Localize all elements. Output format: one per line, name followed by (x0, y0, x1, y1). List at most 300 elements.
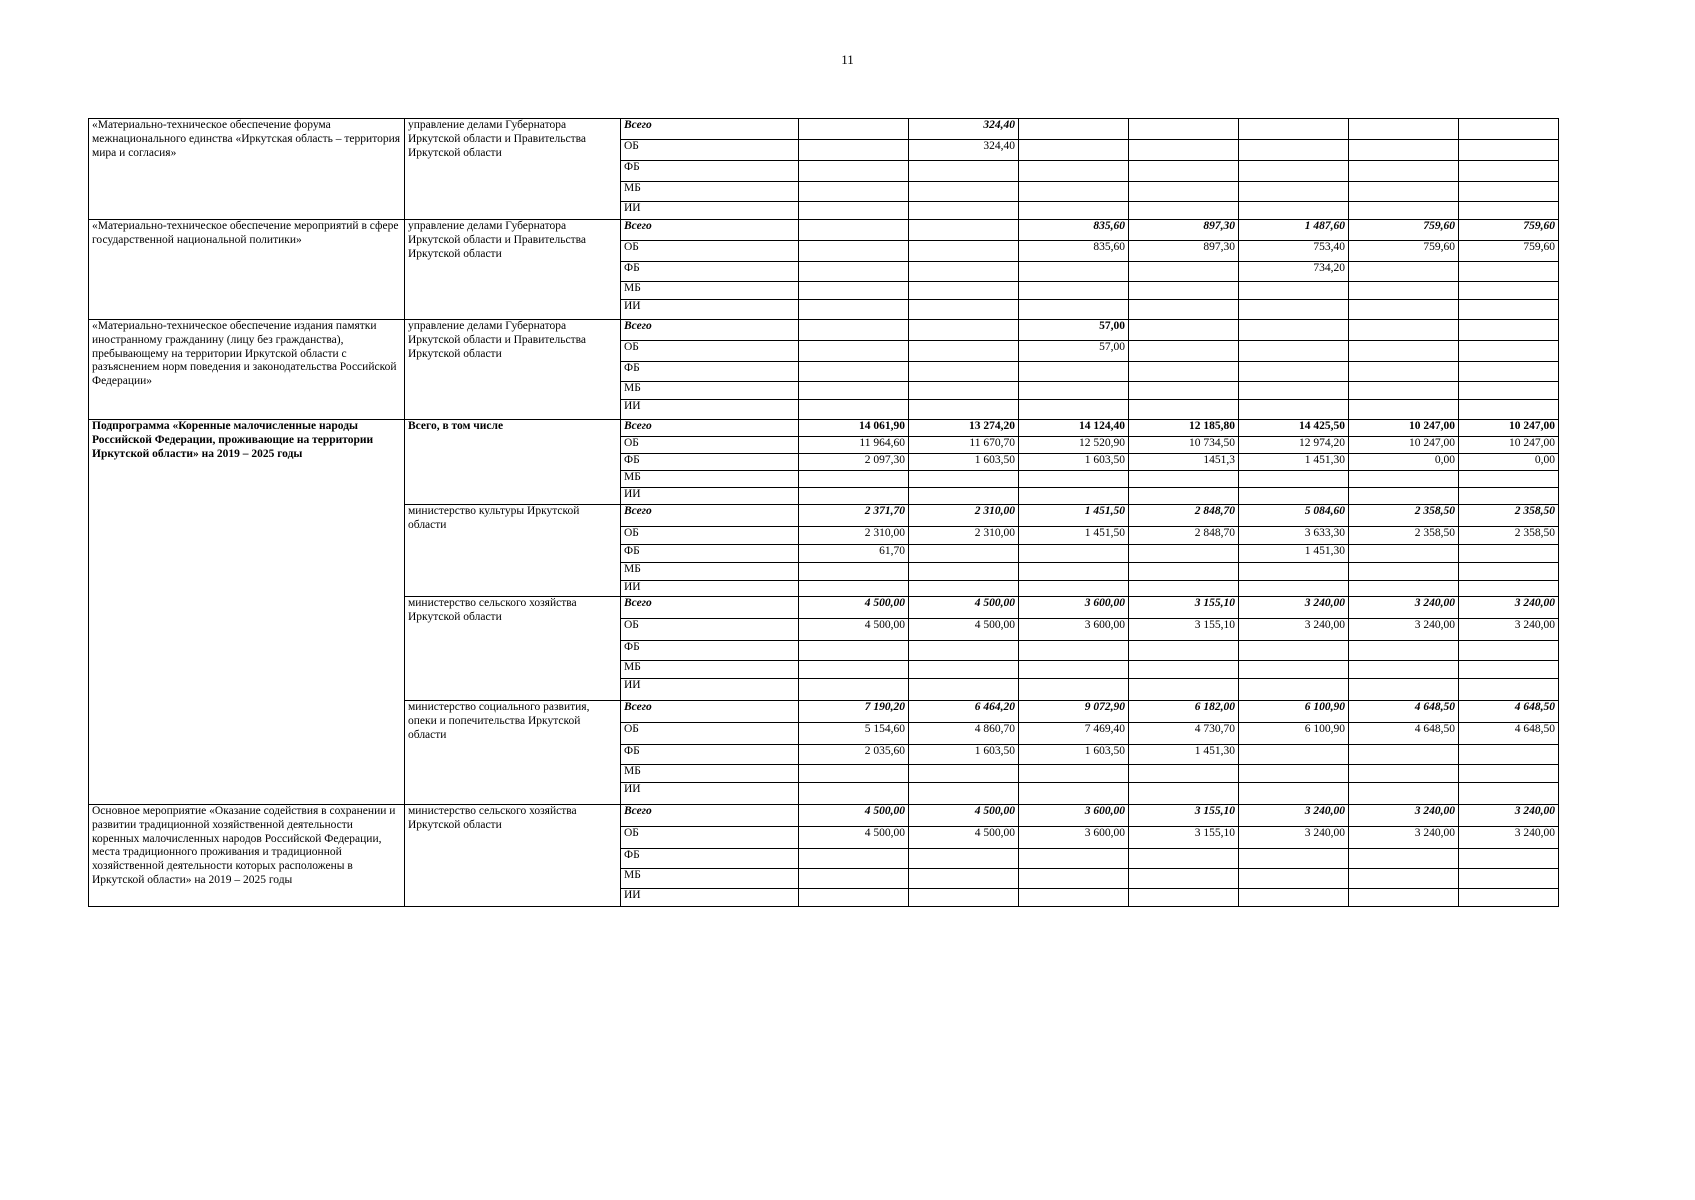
amount-cell (1129, 849, 1239, 869)
amount-cell (909, 400, 1019, 420)
amount-cell (1239, 119, 1349, 140)
amount-cell: 3 155,10 (1129, 619, 1239, 641)
amount-cell: 3 240,00 (1239, 805, 1349, 827)
amount-cell: 2 310,00 (909, 527, 1019, 545)
amount-cell (1129, 382, 1239, 400)
amount-cell (909, 471, 1019, 488)
funding-source-cell: ОБ (621, 723, 799, 745)
event-name-cell: Основное мероприятие «Оказание содействия в сохранении и развитии традиционной хозяйственной деятельности коренных малочисленных народов Российской Федерации, места традиционного проживания и традиционной хозяйственной деятельности которых расположены в Иркутской области» на 2019 – 2025 годы (89, 805, 405, 907)
amount-cell (909, 241, 1019, 262)
funding-source-cell: ОБ (621, 619, 799, 641)
amount-cell: 1 603,50 (1019, 745, 1129, 765)
amount-cell: 3 240,00 (1239, 827, 1349, 849)
amount-cell (799, 783, 909, 805)
funding-source-cell: ФБ (621, 262, 799, 282)
amount-cell (909, 220, 1019, 241)
amount-cell (1129, 641, 1239, 661)
amount-cell: 2 358,50 (1349, 505, 1459, 527)
amount-cell: 1 451,30 (1129, 745, 1239, 765)
amount-cell (799, 161, 909, 182)
amount-cell (1019, 641, 1129, 661)
amount-cell: 4 500,00 (799, 597, 909, 619)
amount-cell (1239, 581, 1349, 597)
amount-cell (1239, 300, 1349, 320)
amount-cell (1239, 320, 1349, 341)
amount-cell: 10 247,00 (1459, 420, 1559, 437)
responsible-executor-cell: министерство культуры Иркутской области (405, 505, 621, 597)
funding-source-cell: ОБ (621, 437, 799, 454)
amount-cell (1349, 869, 1459, 889)
amount-cell (799, 262, 909, 282)
amount-cell (1349, 119, 1459, 140)
amount-cell (1239, 869, 1349, 889)
amount-cell (1239, 488, 1349, 505)
amount-cell: 6 464,20 (909, 701, 1019, 723)
amount-cell (1349, 182, 1459, 202)
funding-source-cell: ИИ (621, 581, 799, 597)
amount-cell: 3 240,00 (1349, 805, 1459, 827)
funding-source-cell: ИИ (621, 300, 799, 320)
amount-cell: 4 860,70 (909, 723, 1019, 745)
funding-source-cell: Всего (621, 505, 799, 527)
amount-cell (1129, 783, 1239, 805)
amount-cell (799, 563, 909, 581)
amount-cell (1349, 382, 1459, 400)
responsible-executor-cell: Всего, в том числе (405, 420, 621, 505)
amount-cell (1349, 362, 1459, 382)
amount-cell: 2 371,70 (799, 505, 909, 527)
amount-cell (799, 849, 909, 869)
amount-cell (1019, 849, 1129, 869)
amount-cell (1349, 140, 1459, 161)
amount-cell (1129, 661, 1239, 679)
amount-cell: 2 035,60 (799, 745, 909, 765)
funding-source-cell: Всего (621, 220, 799, 241)
amount-cell (1019, 869, 1129, 889)
funding-source-cell: Всего (621, 420, 799, 437)
amount-cell (799, 202, 909, 220)
amount-cell (909, 161, 1019, 182)
amount-cell (1349, 783, 1459, 805)
amount-cell (1019, 161, 1129, 182)
amount-cell: 3 155,10 (1129, 597, 1239, 619)
funding-source-cell: Всего (621, 320, 799, 341)
amount-cell: 2 097,30 (799, 454, 909, 471)
amount-cell: 3 600,00 (1019, 827, 1129, 849)
event-name-cell: «Материально-техническое обеспечение форума межнационального единства «Иркутская область – территория мира и согласия» (89, 119, 405, 220)
amount-cell (1459, 161, 1559, 182)
amount-cell (799, 320, 909, 341)
amount-cell (1019, 282, 1129, 300)
amount-cell: 2 358,50 (1349, 527, 1459, 545)
amount-cell (1019, 765, 1129, 783)
amount-cell (909, 182, 1019, 202)
amount-cell: 753,40 (1239, 241, 1349, 262)
amount-cell (1349, 488, 1459, 505)
amount-cell: 759,60 (1459, 241, 1559, 262)
responsible-executor-cell: министерство сельского хозяйства Иркутской области (405, 805, 621, 907)
event-name-cell: «Материально-техническое обеспечение мероприятий в сфере государственной национальной политики» (89, 220, 405, 320)
amount-cell (1459, 341, 1559, 362)
amount-cell (1129, 765, 1239, 783)
amount-cell: 7 469,40 (1019, 723, 1129, 745)
amount-cell: 1 451,50 (1019, 527, 1129, 545)
funding-source-cell: ИИ (621, 202, 799, 220)
amount-cell: 759,60 (1459, 220, 1559, 241)
amount-cell (909, 679, 1019, 701)
amount-cell (1459, 362, 1559, 382)
amount-cell (1459, 262, 1559, 282)
amount-cell (1129, 140, 1239, 161)
amount-cell (1349, 641, 1459, 661)
amount-cell: 4 500,00 (909, 805, 1019, 827)
amount-cell (1019, 300, 1129, 320)
amount-cell (799, 471, 909, 488)
amount-cell: 9 072,90 (1019, 701, 1129, 723)
amount-cell: 3 240,00 (1349, 619, 1459, 641)
responsible-executor-cell: управление делами Губернатора Иркутской области и Правительства Иркутской области (405, 119, 621, 220)
amount-cell (909, 282, 1019, 300)
amount-cell (1019, 889, 1129, 907)
amount-cell (1129, 362, 1239, 382)
funding-source-cell: ИИ (621, 679, 799, 701)
amount-cell (1129, 400, 1239, 420)
amount-cell (1019, 783, 1129, 805)
amount-cell (1019, 182, 1129, 202)
amount-cell: 12 974,20 (1239, 437, 1349, 454)
amount-cell: 10 247,00 (1459, 437, 1559, 454)
amount-cell: 1 603,50 (909, 745, 1019, 765)
amount-cell (1019, 400, 1129, 420)
amount-cell: 3 240,00 (1239, 597, 1349, 619)
amount-cell (1129, 202, 1239, 220)
amount-cell (1239, 362, 1349, 382)
table-row (89, 119, 1559, 140)
amount-cell: 14 124,40 (1019, 420, 1129, 437)
funding-source-cell: ОБ (621, 341, 799, 362)
amount-cell (1019, 679, 1129, 701)
amount-cell (1239, 382, 1349, 400)
amount-cell: 759,60 (1349, 241, 1459, 262)
amount-cell (1459, 182, 1559, 202)
amount-cell (1349, 400, 1459, 420)
funding-source-cell: МБ (621, 182, 799, 202)
amount-cell (799, 400, 909, 420)
amount-cell: 2 848,70 (1129, 527, 1239, 545)
amount-cell (1239, 182, 1349, 202)
amount-cell (1349, 765, 1459, 783)
amount-cell (1239, 282, 1349, 300)
amount-cell (1459, 661, 1559, 679)
funding-source-cell: Всего (621, 597, 799, 619)
amount-cell: 4 648,50 (1349, 701, 1459, 723)
budget-table (88, 118, 1559, 907)
amount-cell (1349, 849, 1459, 869)
amount-cell: 4 500,00 (799, 805, 909, 827)
amount-cell (909, 869, 1019, 889)
amount-cell (1239, 849, 1349, 869)
amount-cell: 3 600,00 (1019, 597, 1129, 619)
amount-cell: 14 061,90 (799, 420, 909, 437)
amount-cell (1129, 320, 1239, 341)
responsible-executor-cell: управление делами Губернатора Иркутской области и Правительства Иркутской области (405, 320, 621, 420)
amount-cell (1459, 545, 1559, 563)
amount-cell (1019, 202, 1129, 220)
amount-cell: 1 451,30 (1239, 545, 1349, 563)
amount-cell: 4 648,50 (1459, 723, 1559, 745)
amount-cell (799, 282, 909, 300)
amount-cell (909, 382, 1019, 400)
amount-cell: 4 500,00 (799, 619, 909, 641)
amount-cell (909, 545, 1019, 563)
amount-cell (1349, 320, 1459, 341)
amount-cell: 1 451,50 (1019, 505, 1129, 527)
amount-cell (1459, 320, 1559, 341)
amount-cell: 835,60 (1019, 220, 1129, 241)
amount-cell (1459, 745, 1559, 765)
amount-cell: 4 648,50 (1459, 701, 1559, 723)
amount-cell (1019, 545, 1129, 563)
amount-cell (1239, 471, 1349, 488)
amount-cell (1349, 471, 1459, 488)
amount-cell (1459, 140, 1559, 161)
amount-cell: 0,00 (1459, 454, 1559, 471)
amount-cell (909, 320, 1019, 341)
amount-cell (909, 783, 1019, 805)
funding-source-cell: МБ (621, 382, 799, 400)
amount-cell (799, 182, 909, 202)
amount-cell (1129, 488, 1239, 505)
amount-cell (909, 488, 1019, 505)
amount-cell: 61,70 (799, 545, 909, 563)
amount-cell (1129, 471, 1239, 488)
amount-cell: 10 247,00 (1349, 437, 1459, 454)
funding-source-cell: МБ (621, 282, 799, 300)
amount-cell (799, 300, 909, 320)
amount-cell (1349, 202, 1459, 220)
amount-cell (1349, 581, 1459, 597)
amount-cell: 13 274,20 (909, 420, 1019, 437)
table-row (89, 805, 1559, 827)
amount-cell: 3 240,00 (1459, 827, 1559, 849)
amount-cell (909, 641, 1019, 661)
table-row (89, 420, 1559, 437)
amount-cell: 3 600,00 (1019, 805, 1129, 827)
amount-cell (909, 581, 1019, 597)
amount-cell (1349, 745, 1459, 765)
amount-cell (1019, 362, 1129, 382)
amount-cell (1129, 563, 1239, 581)
amount-cell: 6 100,90 (1239, 701, 1349, 723)
amount-cell (799, 119, 909, 140)
amount-cell (1459, 471, 1559, 488)
amount-cell (1129, 341, 1239, 362)
amount-cell: 2 310,00 (799, 527, 909, 545)
amount-cell (799, 765, 909, 783)
funding-source-cell: ФБ (621, 745, 799, 765)
amount-cell (1459, 382, 1559, 400)
funding-source-cell: ОБ (621, 527, 799, 545)
amount-cell (909, 202, 1019, 220)
amount-cell (1239, 400, 1349, 420)
budget-table-body (89, 119, 1559, 907)
amount-cell (799, 661, 909, 679)
amount-cell: 2 310,00 (909, 505, 1019, 527)
page-number: 11 (841, 52, 854, 67)
amount-cell: 835,60 (1019, 241, 1129, 262)
amount-cell (799, 488, 909, 505)
amount-cell (1019, 488, 1129, 505)
amount-cell: 10 734,50 (1129, 437, 1239, 454)
funding-source-cell: МБ (621, 563, 799, 581)
amount-cell: 3 600,00 (1019, 619, 1129, 641)
amount-cell: 3 240,00 (1239, 619, 1349, 641)
amount-cell: 4 500,00 (799, 827, 909, 849)
funding-source-cell: ФБ (621, 641, 799, 661)
funding-source-cell: Всего (621, 119, 799, 140)
amount-cell (1349, 661, 1459, 679)
amount-cell (1349, 262, 1459, 282)
amount-cell (1019, 119, 1129, 140)
amount-cell (799, 220, 909, 241)
amount-cell (909, 765, 1019, 783)
amount-cell: 1451,3 (1129, 454, 1239, 471)
amount-cell: 1 603,50 (909, 454, 1019, 471)
amount-cell (1129, 161, 1239, 182)
amount-cell: 11 670,70 (909, 437, 1019, 454)
amount-cell: 7 190,20 (799, 701, 909, 723)
amount-cell (1019, 262, 1129, 282)
amount-cell (1019, 563, 1129, 581)
amount-cell (1239, 140, 1349, 161)
amount-cell: 4 500,00 (909, 619, 1019, 641)
amount-cell (799, 362, 909, 382)
amount-cell (799, 679, 909, 701)
amount-cell: 1 603,50 (1019, 454, 1129, 471)
amount-cell: 1 487,60 (1239, 220, 1349, 241)
amount-cell: 0,00 (1349, 454, 1459, 471)
amount-cell (1239, 563, 1349, 581)
amount-cell (1239, 679, 1349, 701)
amount-cell: 3 155,10 (1129, 805, 1239, 827)
amount-cell (1129, 300, 1239, 320)
amount-cell (1239, 641, 1349, 661)
amount-cell (799, 140, 909, 161)
funding-source-cell: ОБ (621, 827, 799, 849)
amount-cell: 2 848,70 (1129, 505, 1239, 527)
amount-cell: 57,00 (1019, 320, 1129, 341)
amount-cell (1349, 563, 1459, 581)
amount-cell (1019, 661, 1129, 679)
amount-cell: 5 084,60 (1239, 505, 1349, 527)
amount-cell: 12 520,90 (1019, 437, 1129, 454)
amount-cell (1129, 182, 1239, 202)
amount-cell (1349, 282, 1459, 300)
amount-cell: 2 358,50 (1459, 505, 1559, 527)
amount-cell (909, 849, 1019, 869)
amount-cell (1459, 679, 1559, 701)
amount-cell (1239, 661, 1349, 679)
amount-cell: 734,20 (1239, 262, 1349, 282)
amount-cell: 11 964,60 (799, 437, 909, 454)
amount-cell (799, 581, 909, 597)
funding-source-cell: ОБ (621, 140, 799, 161)
amount-cell: 57,00 (1019, 341, 1129, 362)
amount-cell (799, 889, 909, 907)
amount-cell (1459, 765, 1559, 783)
funding-source-cell: МБ (621, 765, 799, 783)
amount-cell: 897,30 (1129, 241, 1239, 262)
amount-cell (1129, 581, 1239, 597)
amount-cell: 4 730,70 (1129, 723, 1239, 745)
responsible-executor-cell: управление делами Губернатора Иркутской области и Правительства Иркутской области (405, 220, 621, 320)
funding-source-cell: МБ (621, 869, 799, 889)
table-row (89, 220, 1559, 241)
amount-cell: 897,30 (1129, 220, 1239, 241)
amount-cell: 3 240,00 (1459, 805, 1559, 827)
amount-cell (1459, 581, 1559, 597)
amount-cell (1019, 471, 1129, 488)
funding-source-cell: МБ (621, 471, 799, 488)
amount-cell: 759,60 (1349, 220, 1459, 241)
amount-cell (909, 262, 1019, 282)
amount-cell (799, 641, 909, 661)
funding-source-cell: ФБ (621, 545, 799, 563)
amount-cell (1019, 382, 1129, 400)
amount-cell (1349, 161, 1459, 182)
event-name-cell: «Материально-техническое обеспечение издания памятки иностранному гражданину (лицу без гражданства), пребывающему на территории Иркутской области с разъяснением норм поведения и законодательства Российской Федерации» (89, 320, 405, 420)
amount-cell: 3 240,00 (1349, 827, 1459, 849)
amount-cell: 4 500,00 (909, 827, 1019, 849)
amount-cell: 10 247,00 (1349, 420, 1459, 437)
amount-cell: 4 648,50 (1349, 723, 1459, 745)
amount-cell (1129, 282, 1239, 300)
amount-cell (1349, 889, 1459, 907)
amount-cell (1459, 282, 1559, 300)
event-name-cell: Подпрограмма «Коренные малочисленные народы Российской Федерации, проживающие на территории Иркутской области» на 2019 – 2025 годы (89, 420, 405, 805)
amount-cell (909, 362, 1019, 382)
amount-cell: 5 154,60 (799, 723, 909, 745)
amount-cell: 3 155,10 (1129, 827, 1239, 849)
amount-cell (1459, 849, 1559, 869)
amount-cell (1459, 889, 1559, 907)
amount-cell (799, 241, 909, 262)
amount-cell (1019, 140, 1129, 161)
amount-cell (909, 563, 1019, 581)
amount-cell (1349, 341, 1459, 362)
amount-cell (1239, 745, 1349, 765)
funding-source-cell: ФБ (621, 454, 799, 471)
amount-cell (909, 300, 1019, 320)
amount-cell (1129, 545, 1239, 563)
funding-source-cell: ИИ (621, 783, 799, 805)
amount-cell (1019, 581, 1129, 597)
funding-source-cell: ФБ (621, 849, 799, 869)
amount-cell: 6 182,00 (1129, 701, 1239, 723)
amount-cell (1129, 679, 1239, 701)
amount-cell (909, 341, 1019, 362)
amount-cell (1459, 202, 1559, 220)
amount-cell: 3 240,00 (1459, 619, 1559, 641)
amount-cell: 324,40 (909, 119, 1019, 140)
amount-cell (1239, 765, 1349, 783)
amount-cell: 6 100,90 (1239, 723, 1349, 745)
amount-cell (1239, 889, 1349, 907)
funding-source-cell: ФБ (621, 362, 799, 382)
funding-source-cell: Всего (621, 805, 799, 827)
amount-cell (1459, 869, 1559, 889)
amount-cell: 2 358,50 (1459, 527, 1559, 545)
